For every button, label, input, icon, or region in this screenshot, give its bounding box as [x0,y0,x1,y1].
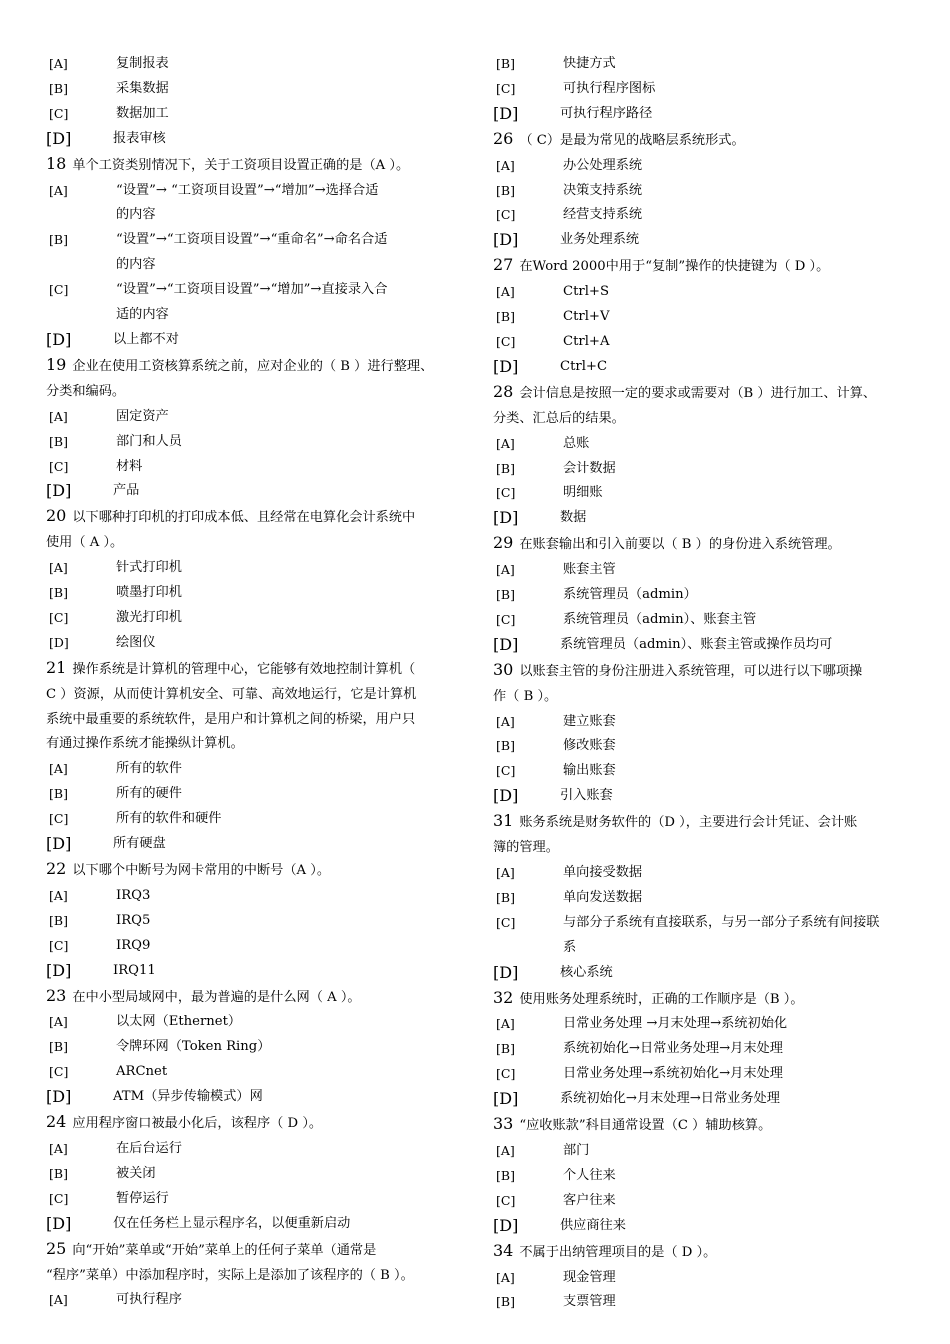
question-text: “应收账款”科目通常设置（C ）辅助核算。 [519,1118,772,1134]
option-text: 明细账 [563,485,603,501]
option-label: [A] [496,157,515,173]
option-text: 单向发送数据 [563,889,643,905]
answer-option [493,759,917,784]
answer-option [46,556,470,581]
question-text-continuation: 分类、汇总后的结果。 [493,410,625,426]
option-label: [A] [49,560,68,576]
question-text-continuation: 分类和编码。 [46,383,126,399]
right-column [493,52,917,1315]
answer-option [46,832,470,857]
option-label: [C] [49,937,69,953]
option-text-continuation: 适的内容 [116,307,169,323]
option-label: [C] [496,763,516,779]
option-text: 部门 [563,1142,590,1158]
option-text: “设置”→“工资项目设置”→“增加”→直接录入合 [116,282,388,298]
option-text: 针式打印机 [116,560,182,576]
answer-option [46,228,470,253]
option-label: [A] [496,865,515,880]
option-label: [C] [49,811,69,827]
option-text: IRQ5 [116,912,151,928]
answer-option [46,909,470,934]
option-label: [A] [496,713,515,729]
question-line [493,809,917,836]
answer-option [46,959,470,984]
option-label: [B] [496,460,515,476]
option-label: [C] [496,1066,516,1082]
option-label: [A] [49,408,68,424]
question-text-continuation: 使用（ A ）。 [46,535,124,551]
option-text: 仅在任务栏上显示程序名，以便重新启动 [113,1215,351,1231]
question-number: 34 [493,1240,514,1260]
option-label: [D] [493,1215,519,1235]
question-number: 27 [493,255,514,275]
left-column [46,52,470,1313]
option-text: IRQ11 [113,962,156,978]
option-text: Ctrl+C [560,358,608,374]
question-number: 18 [46,153,67,173]
option-text: 报表审核 [113,130,166,146]
answer-option [46,1010,470,1035]
option-label: [A] [49,56,68,71]
option-text: 令牌环网（Token Ring） [116,1039,271,1055]
answer-option [493,228,917,253]
option-text: 系统初始化→日常业务处理→月末处理 [563,1041,783,1057]
option-label: [B] [49,433,68,449]
question-line [493,380,917,407]
question-line [46,1237,470,1264]
option-text: “设置”→“工资项目设置”→“重命名”→命名合适 [116,232,388,248]
option-label: [B] [49,232,68,248]
answer-option [493,432,917,457]
option-text: 在后台运行 [116,1140,182,1156]
option-text: Ctrl+V [563,309,610,325]
option-label: [B] [496,56,515,71]
option-text: 办公处理系统 [563,157,643,173]
option-label: [D] [493,1089,519,1109]
answer-option [493,102,917,127]
question-line [46,656,470,683]
option-label: [B] [49,585,68,601]
option-text: 可执行程序图标 [563,80,656,96]
option-text-continuation: 系 [563,939,577,955]
option-text: 产品 [113,483,140,499]
question-line [46,353,470,380]
option-text: 数据加工 [116,105,169,121]
option-text: 固定资产 [116,408,169,424]
option-text: 系统管理员（admin）、账套主管或操作员均可 [560,636,833,652]
question-text: 使用账务处理系统时，正确的工作顺序是（B ）。 [519,991,804,1007]
answer-option [493,1189,917,1214]
option-label: [A] [496,562,515,578]
answer-option [46,77,470,102]
option-text: 可执行程序 [116,1292,182,1308]
question-text: 单个工资类别情况下，关于工资项目设置正确的是（A ）。 [72,157,410,173]
option-text: 单向接受数据 [563,865,643,880]
question-line [493,253,917,280]
option-label: [B] [49,912,68,928]
question-number: 30 [493,659,514,679]
answer-option [46,455,470,480]
option-label: [D] [49,634,69,650]
answer-option [493,784,917,809]
answer-option [46,1060,470,1085]
option-text: 修改账套 [563,738,616,754]
option-label: [B] [496,309,515,325]
question-number: 24 [46,1112,67,1132]
option-label: [B] [496,587,515,603]
option-label: [A] [49,887,68,903]
answer-option [493,52,917,77]
option-text: 暂停运行 [116,1190,169,1206]
answer-option [46,757,470,782]
option-label: [A] [496,284,515,300]
option-text: 会计数据 [563,460,616,476]
option-text: 总账 [563,435,590,451]
option-label: [D] [46,128,72,148]
option-text: 决策支持系统 [563,182,643,198]
option-label: [B] [496,1167,515,1183]
option-text: 个人往来 [563,1167,616,1183]
option-label: [D] [46,481,72,501]
option-label: [D] [493,786,519,806]
question-number: 31 [493,811,514,831]
question-number: 32 [493,987,514,1007]
question-number: 22 [46,859,67,878]
option-text: 业务处理系统 [560,232,640,248]
option-text: 材料 [116,458,143,474]
option-label: [B] [49,1165,68,1181]
question-number: 23 [46,985,67,1005]
option-label: [A] [49,1292,68,1308]
answer-option [46,884,470,909]
answer-option [493,457,917,482]
answer-option [46,1137,470,1162]
answer-option [493,1214,917,1239]
option-text: 日常业务处理→系统初始化→月末处理 [563,1066,783,1082]
answer-option [46,479,470,504]
answer-option [493,179,917,204]
question-line [493,127,917,154]
question-text: 不属于出纳管理项目的是（ D ）。 [519,1244,717,1260]
option-text: 现金管理 [563,1269,616,1285]
question-text: 向“开始”菜单或“开始”菜单上的任何子菜单（通常是 [72,1242,377,1258]
answer-option [46,934,470,959]
answer-option [46,127,470,152]
option-label: [C] [49,282,69,298]
option-text: 建立账套 [563,713,616,729]
answer-option [493,710,917,735]
question-text-continuation: 系统中最重要的系统软件，是用户和计算机之间的桥梁，用户只 [46,711,416,727]
question-text: 操作系统是计算机的管理中心，它能够有效地控制计算机（ [72,661,416,677]
answer-option [493,1087,917,1112]
option-text: 系统管理员（admin） [563,587,697,603]
question-number: 33 [493,1114,514,1134]
question-number: 21 [46,657,67,677]
answer-option [493,330,917,355]
option-label: [C] [49,1064,69,1080]
answer-option [493,961,917,986]
answer-option [493,154,917,179]
question-text: 应用程序窗口被最小化后，该程序（ D ）。 [72,1116,323,1132]
option-label: [A] [49,182,68,198]
option-text: 账套主管 [563,562,616,578]
answer-option [46,1187,470,1212]
option-text: 数据 [560,510,587,526]
question-text: 以下哪种打印机的打印成本低、且经常在电算化会计系统中 [72,510,416,526]
option-label: [A] [49,761,68,777]
option-label: [D] [493,103,519,123]
option-label: [D] [493,962,519,982]
answer-option [493,481,917,506]
answer-option [46,782,470,807]
option-text: 供应商往来 [560,1217,626,1233]
question-line [46,984,470,1011]
option-text: 以上都不对 [113,331,179,347]
option-label: [C] [496,914,516,930]
option-label: [D] [46,960,72,980]
answer-option [493,1012,917,1037]
option-label: [D] [493,230,519,250]
answer-option [46,1085,470,1110]
question-line [46,504,470,531]
option-label: [C] [49,1190,69,1206]
option-label: [D] [493,508,519,528]
option-text: 激光打印机 [116,609,182,625]
question-number: 28 [493,381,514,401]
answer-option [46,606,470,631]
option-label: [A] [496,435,515,451]
option-text: 与部分子系统有直接联系，与另一部分子系统有间接联 [563,914,880,930]
option-text: Ctrl+A [563,333,610,349]
option-text: 客户往来 [563,1192,616,1208]
answer-option [493,886,917,911]
question-text: 账务系统是财务软件的（D ），主要进行会计凭证、会计账 [519,815,858,831]
option-text: 系统管理员（admin）、账套主管 [563,611,757,627]
answer-option [46,807,470,832]
question-number: 26 [493,128,514,148]
question-text: 在账套输出和引入前要以（ B ）的身份进入系统管理。 [519,537,841,553]
answer-option [46,581,470,606]
option-text: 经营支持系统 [563,207,643,223]
answer-option [493,305,917,330]
question-line [493,1239,917,1266]
option-label: [B] [49,786,68,802]
answer-option [493,1139,917,1164]
question-text-continuation: 有通过操作系统才能操纵计算机。 [46,736,244,752]
answer-option [493,583,917,608]
option-text: 所有的软件和硬件 [116,811,222,827]
option-label: [B] [49,1039,68,1055]
question-number: 25 [46,1238,67,1258]
option-text: 采集数据 [116,80,169,96]
answer-option [46,278,470,303]
option-text: 支票管理 [563,1294,616,1310]
question-text: 会计信息是按照一定的要求或需要对（B ）进行加工、计算、 [519,385,877,401]
answer-option [46,430,470,455]
answer-option [493,1164,917,1189]
answer-option [46,1035,470,1060]
option-text-continuation: 的内容 [116,207,156,223]
option-label: [D] [46,1087,72,1107]
option-text: 核心系统 [560,964,613,980]
option-text: IRQ9 [116,937,151,953]
answer-option [46,405,470,430]
option-label: [C] [49,105,69,121]
option-text: ATM（异步传输模式）网 [113,1089,263,1105]
option-text: 引入账套 [560,788,613,804]
question-line [493,986,917,1013]
question-text-continuation: C ）资源，从而使计算机安全、可靠、高效地运行，它是计算机 [46,686,417,702]
answer-option [493,1037,917,1062]
question-number: 19 [46,354,67,374]
question-number: 20 [46,506,67,526]
option-text: 部门和人员 [116,433,182,449]
question-number: 29 [493,533,514,553]
answer-option [493,608,917,633]
question-text: 在Word 2000中用于“复制”操作的快捷键为（ D ）。 [519,259,830,275]
option-label: [D] [493,356,519,376]
answer-option [493,203,917,228]
option-label: [D] [46,1213,72,1233]
option-label: [C] [496,1192,516,1208]
option-label: [C] [496,611,516,627]
option-text: 快捷方式 [563,56,616,71]
question-text: 企业在使用工资核算系统之前，应对企业的（ B ）进行整理、 [72,358,434,374]
option-label: [B] [496,182,515,198]
option-label: [C] [49,609,69,625]
option-label: [B] [49,80,68,96]
answer-option [493,1062,917,1087]
question-line [46,152,470,179]
question-line [46,1110,470,1137]
option-text: 绘图仪 [116,634,156,650]
answer-option [493,355,917,380]
answer-option [493,911,917,936]
question-line [493,531,917,558]
answer-option [493,1266,917,1291]
option-label: [D] [46,834,72,854]
question-text: 在中小型局域网中，最为普遍的是什么网（ A ）。 [72,989,361,1005]
option-text: ARCnet [116,1064,168,1080]
option-text-continuation: 的内容 [116,257,156,273]
question-text: 以账套主管的身份注册进入系统管理，可以进行以下哪项操 [519,663,863,679]
option-text: 所有的硬件 [116,786,182,802]
answer-option [46,1162,470,1187]
option-text: “设置”→ “工资项目设置”→“增加”→选择合适 [116,182,379,198]
option-label: [D] [493,634,519,654]
question-text-continuation: 簿的管理。 [493,840,559,856]
answer-option [46,1288,470,1313]
option-text: 以太网（Ethernet） [116,1014,242,1030]
option-text: 输出账套 [563,763,616,779]
question-line [493,1112,917,1139]
option-label: [D] [46,329,72,349]
answer-option [493,558,917,583]
option-label: [A] [49,1140,68,1156]
question-line [46,857,470,884]
option-text: 复制报表 [116,56,169,71]
option-label: [B] [496,889,515,905]
option-text: 日常业务处理 →月末处理→系统初始化 [563,1016,788,1032]
option-label: [B] [496,738,515,754]
answer-option [46,102,470,127]
answer-option [493,734,917,759]
answer-option [493,861,917,886]
answer-option [46,328,470,353]
question-text: 以下哪个中断号为网卡常用的中断号（A ）。 [72,863,331,878]
option-label: [C] [49,458,69,474]
option-text: Ctrl+S [563,284,609,300]
option-text: 喷墨打印机 [116,585,182,601]
option-text: 所有的软件 [116,761,182,777]
option-text: 可执行程序路径 [560,105,653,121]
option-text: 系统初始化→月末处理→日常业务处理 [560,1091,780,1107]
option-label: [A] [49,1014,68,1030]
option-label: [B] [496,1041,515,1057]
answer-option [46,1212,470,1237]
answer-option [493,633,917,658]
answer-option [493,1290,917,1315]
answer-option [493,77,917,102]
option-label: [A] [496,1269,515,1285]
option-label: [C] [496,207,516,223]
question-line [493,658,917,685]
question-text-continuation: 作（ B ）。 [493,688,558,704]
answer-option [46,52,470,77]
answer-option [493,280,917,305]
option-label: [B] [496,1294,515,1310]
option-label: [A] [496,1016,515,1032]
option-text: IRQ3 [116,887,151,903]
option-label: [C] [496,485,516,501]
answer-option [46,179,470,204]
option-text: 所有硬盘 [113,836,166,852]
question-text: （ C）是最为常见的战略层系统形式。 [519,132,745,148]
answer-option [493,506,917,531]
option-label: [C] [496,333,516,349]
option-label: [A] [496,1142,515,1158]
question-text-continuation: “程序”菜单）中添加程序时，实际上是添加了该程序的（ B ）。 [46,1267,414,1283]
answer-option [46,631,470,656]
option-text: 被关闭 [116,1165,156,1181]
option-label: [C] [496,80,516,96]
